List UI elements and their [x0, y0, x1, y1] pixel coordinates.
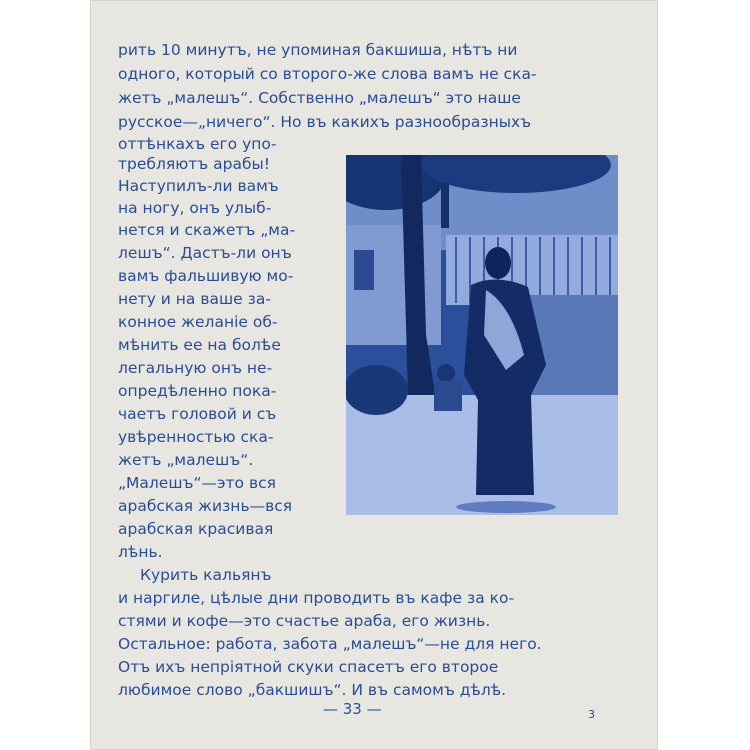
text-line: легальную онъ не-: [118, 359, 273, 377]
text-line: Отъ ихъ непріятной скуки спасетъ его второе: [118, 658, 499, 676]
signature-mark: 3: [588, 708, 595, 721]
text-line: одного, который со второго-же слова вамъ не ска-: [118, 65, 537, 83]
text-line: нется и скажетъ „ма-: [118, 221, 296, 239]
text-line: жетъ „малешъ“. Собственно „малешъ“ это наше: [118, 89, 521, 107]
text-line: мѣнить ее на болѣе: [118, 336, 281, 354]
text-line: оттѣнкахъ его упо-: [118, 135, 277, 153]
text-line: нету и на ваше за-: [118, 290, 271, 308]
text-line: опредѣленно пока-: [118, 382, 277, 400]
text-line: и наргиле, цѣлые дни проводить въ кафе за ко-: [118, 589, 515, 607]
text-line: лѣнь.: [118, 543, 163, 561]
photo-illustration: [346, 155, 618, 515]
text-line: требляютъ арабы!: [118, 155, 270, 173]
text-line: чаетъ головой и съ: [118, 405, 277, 423]
text-line: Остальное: работа, забота „малешъ“—не для него.: [118, 635, 542, 653]
text-line: арабская красивая: [118, 520, 274, 538]
photograph: [346, 155, 618, 515]
text-line: стями и кофе—это счастье араба, его жизнь.: [118, 612, 491, 630]
text-line: жетъ „малешъ“.: [118, 451, 254, 469]
page-number: — 33 —: [323, 700, 382, 718]
text-line: арабская жизнь—вся: [118, 497, 293, 515]
text-line: конное желаніе об-: [118, 313, 278, 331]
text-line: рить 10 минутъ, не упоминая бакшиша, нѣтъ ни: [118, 41, 518, 59]
text-line: увѣренностью ска-: [118, 428, 274, 446]
text-line: русское—„ничего“. Но въ какихъ разнообразныхъ: [118, 113, 532, 131]
text-line: любимое слово „бакшишъ“. И въ самомъ дѣлѣ.: [118, 681, 507, 699]
text-line: Наступилъ-ли вамъ: [118, 177, 279, 195]
text-line: на ногу, онъ улыб-: [118, 199, 272, 217]
text-line: Курить кальянъ: [140, 566, 272, 584]
text-line: вамъ фальшивую мо-: [118, 267, 294, 285]
text-line: лешъ“. Дастъ-ли онъ: [118, 244, 292, 262]
text-line: „Малешъ“—это вся: [118, 474, 276, 492]
